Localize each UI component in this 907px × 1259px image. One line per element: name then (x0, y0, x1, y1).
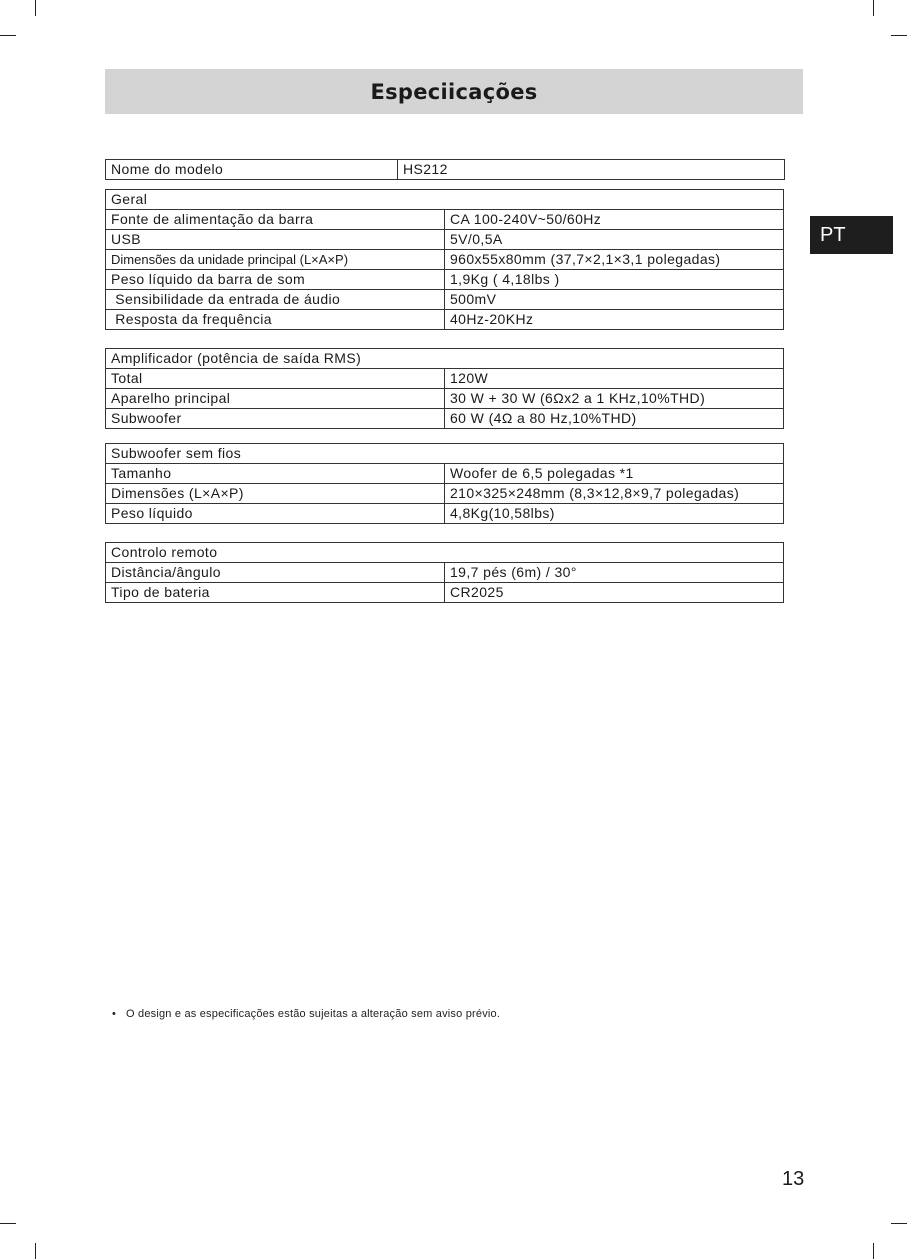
spec-value: 210×325×248mm (8,3×12,8×9,7 polegadas) (445, 484, 784, 504)
crop-mark-bottom-right-v (873, 1243, 874, 1259)
spec-key: Nome do modelo (106, 160, 398, 180)
table-row (106, 389, 784, 409)
footnote-text: O design e as especificações estão sujeitas a alteração sem aviso prévio. (126, 1008, 501, 1020)
spec-key: Distância/ângulo (106, 563, 445, 583)
table-row (106, 504, 784, 524)
table-row (106, 409, 784, 429)
title-bar (105, 69, 803, 114)
amplificador-table (105, 348, 784, 429)
crop-mark-top-right-h (891, 35, 907, 36)
spec-value: 30 W + 30 W (6Ωx2 a 1 KHz,10%THD) (445, 389, 784, 409)
table-row (106, 484, 784, 504)
section-header: Subwoofer sem fios (106, 444, 784, 464)
crop-mark-bottom-left-v (35, 1243, 36, 1259)
table-row (106, 250, 784, 270)
spec-value: 40Hz-20KHz (445, 310, 784, 330)
footnote (112, 1008, 500, 1020)
spec-key: Tamanho (106, 464, 445, 484)
spec-key: Resposta da frequência (106, 310, 445, 330)
crop-mark-bottom-left-h (0, 1223, 16, 1224)
geral-table (105, 189, 784, 330)
spec-key: Aparelho principal (106, 389, 445, 409)
section-header: Amplificador (potência de saída RMS) (106, 349, 784, 369)
spec-value: HS212 (398, 160, 785, 180)
model-table (105, 159, 785, 180)
spec-value: 960x55x80mm (37,7×2,1×3,1 polegadas) (445, 250, 784, 270)
spec-key: Dimensões (L×A×P) (106, 484, 445, 504)
language-tab: PT (810, 216, 893, 254)
table-header-row (106, 349, 784, 369)
spec-key: Total (106, 369, 445, 389)
table-row (106, 583, 784, 603)
crop-mark-bottom-right-h (891, 1223, 907, 1224)
table-row (106, 290, 784, 310)
table-row (106, 310, 784, 330)
spec-value: 60 W (4Ω a 80 Hz,10%THD) (445, 409, 784, 429)
crop-mark-top-left-h (0, 35, 16, 36)
controlo-remoto-table (105, 542, 784, 603)
spec-key: Sensibilidade da entrada de áudio (106, 290, 445, 310)
table-header-row (106, 190, 784, 210)
crop-mark-top-left-v (35, 0, 36, 16)
table-row (106, 270, 784, 290)
spec-key: Fonte de alimentação da barra (106, 210, 445, 230)
table-row (106, 563, 784, 583)
table-row (106, 369, 784, 389)
table-row (106, 210, 784, 230)
spec-value: 1,9Kg ( 4,18lbs ) (445, 270, 784, 290)
table-row (106, 160, 785, 180)
table-row (106, 464, 784, 484)
spec-value: 500mV (445, 290, 784, 310)
spec-value: Woofer de 6,5 polegadas *1 (445, 464, 784, 484)
spec-key: USB (106, 230, 445, 250)
table-row (106, 230, 784, 250)
spec-key: Tipo de bateria (106, 583, 445, 603)
spec-key: Peso líquido da barra de som (106, 270, 445, 290)
spec-value: CR2025 (445, 583, 784, 603)
section-header: Controlo remoto (106, 543, 784, 563)
spec-key: Subwoofer (106, 409, 445, 429)
spec-value: 4,8Kg(10,58lbs) (445, 504, 784, 524)
table-header-row (106, 543, 784, 563)
section-header: Geral (106, 190, 784, 210)
table-header-row (106, 444, 784, 464)
bullet-icon: • (112, 1008, 117, 1020)
spec-value: 120W (445, 369, 784, 389)
spec-value: 5V/0,5A (445, 230, 784, 250)
spec-value: CA 100-240V~50/60Hz (445, 210, 784, 230)
spec-value: 19,7 pés (6m) / 30° (445, 563, 784, 583)
spec-key: Peso líquido (106, 504, 445, 524)
page-title: Especiicações (370, 79, 538, 104)
spec-key: Dimensões da unidade principal (L×A×P) (106, 250, 445, 270)
crop-mark-top-right-v (873, 0, 874, 16)
subwoofer-table (105, 443, 784, 524)
page-number: 13 (782, 1168, 805, 1190)
